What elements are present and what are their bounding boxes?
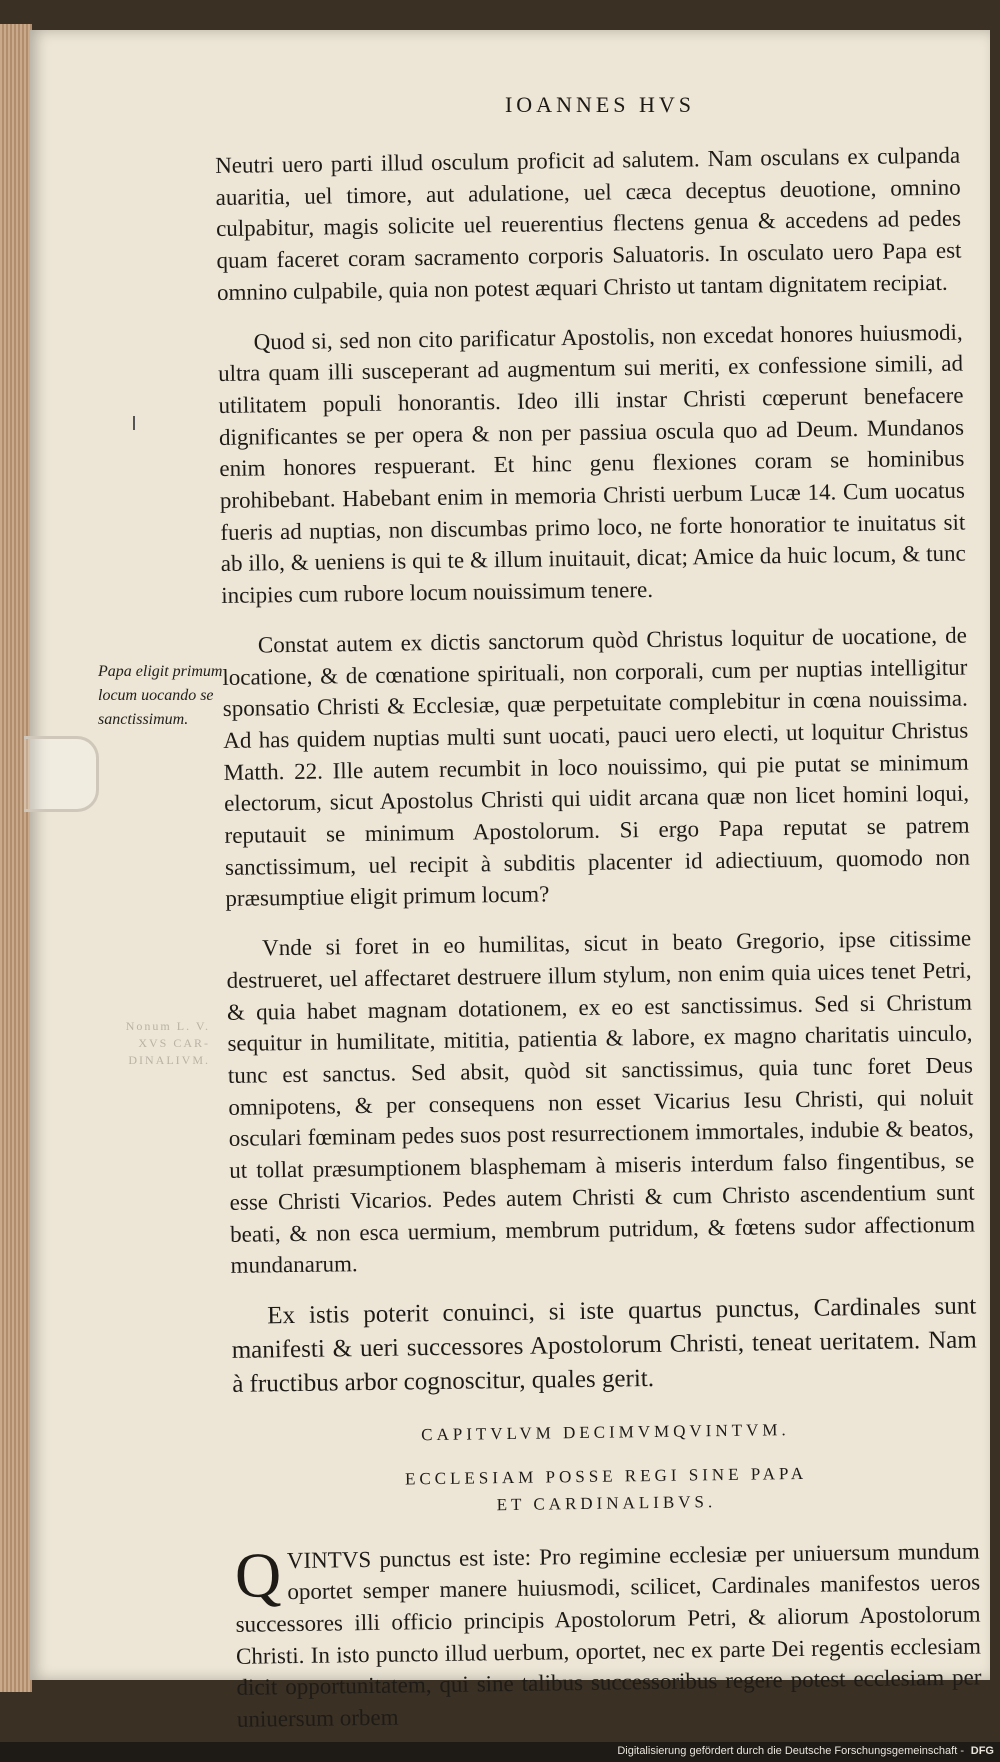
footer-credit: Digitalisierung gefördert durch die Deutsche Forschungsgemeinschaft -: [617, 1745, 964, 1757]
footer-bar: [0, 1742, 1000, 1762]
marginal-note: Papa eligit primum locum uocando se sanctissimum.: [98, 663, 223, 728]
drop-cap: Q: [234, 1538, 282, 1611]
chapter-subtitle: ECCLESIAM POSSE REGI SINE PAPA: [404, 1463, 808, 1489]
paragraph: Constat autem ex dictis sanctorum quòd Christus loquitur de uocatione, de locatione, & de cœnatione spirituali, non corporali, cum per nuptias intelligitur sponsatio Christi & Ecclesiæ, quæ perpetuitate complebitur in cœna nouissima. Ad has quidem nuptias multi sunt uocati, pauci uero electi, ut loquitur Christus Matth. 22. Ille autem recumbit in loco nouissimo, qui pie putat se minimum electorum, sicut Apostolus Christi qui uidit arcana quæ non licet homini loqui, reputauit se minimum Apostolorum. Si ergo Papa reputat se patrem sanctissimum, uel recipit à subditis placenter id adiectiuum, quomodo non præsumptiue eligit primum locum?: [222, 622, 971, 912]
paragraph: Quod si, sed non cito parificatur Apostolis, non excedat honores huiusmodi, ultra quam illi susceperant ad augmentum sui meriti, ex confessione simili, ad utilitatem populi honorantis. Ideo illi instar Christi cœperunt benefacere dignificantes se per opera & non per passiua oscula quo ad Deum. Mundanos enim honores respuerant. Et hinc genu flexiones coram se hominibus prohibebant. Habebant enim in memoria Christi uerbum Lucæ 14. Cum uocatus fueris ad nuptias, non discumbas primo loco, ne forte honoratior te inuitatus sit ab illo, & ueniens is qui te & illum inuitauit, dicat; Amice da huic locum, & tunc incipies cum rubore locum nouissimum tenere.: [217, 319, 966, 609]
book-page-edge: [0, 24, 32, 1692]
running-head: IOANNES HVS: [504, 92, 696, 117]
bleed-through-text: Nonum L. V. XVS CAR- DINALIVM.: [125, 1019, 210, 1067]
paper-clip: [24, 736, 99, 812]
lead-word: VINTVS: [286, 1546, 372, 1573]
final-paragraph: [234, 1535, 982, 1736]
paragraph: Neutri uero parti illud osculum proficit ad salutem. Nam osculans ex culpanda auaritia, uel timore, aut adulatione, uel cæca deceptus deuotione, omnino culpabitur, magis solicite uel reuerentius flectens genua & accedens ad pedes quam faceret coram sacramento corporis Saluatoris. In osculato uero Papa est omnino culpabile, quia non potest æquari Christo ut tantam dignitatem recipiat.: [215, 142, 962, 305]
main-text: [215, 140, 982, 1754]
paragraph-text: punctus est iste: Pro regimine ecclesiæ per uniuersum mundum oportet semper manere huiusmodi, scilicet, Cardinales manifestos ueros successores illi officio principis Apostolorum Petri, & aliorum Apostolorum Christi. In isto puncto illud uerbum, oportet, nec ex parte Dei regentis ecclesiam dicit opportunitatem, qui sine talibus successoribus regere potest ecclesiam per uniuersum orbem: [235, 1538, 982, 1732]
paragraph: Vnde si foret in eo humilitas, sicut in beato Gregorio, ipse citissime destrueret, uel affectaret destruere illum stylum, non enim quia uices tenet Petri, & quia habet magnam dotationem, ex eo est sanctissimus. Sed si Christum sequitur in humilitate, mititia, patientia & labore, ex magno charitatis uinculo, tunc est sanctus. Sed absit, quòd sit sanctissimus, quia tunc foret Deus omnipotens, & per consequens non esset Vicarius Iesu Christi, qui noluit osculari fœminam pedes suos post resurrectionem immortales, indubie & beatos, ut tollat præsumptionem blasphemam à miseris interdum falso fingentibus, se esse Christi Vicarios. Pedes autem Christi & cum Christo ascendentium sunt beati, & non esca uermium, membrum putridum, & fœtens sudor affectionum mundanarum.: [226, 925, 976, 1279]
chapter-subtitle: ET CARDINALIBVS.: [496, 1491, 717, 1514]
dfg-logo: DFG: [970, 1745, 994, 1757]
paragraph: Ex istis poterit conuinci, si iste quartus punctus, Cardinales sunt manifesti & ueri successores Apostolorum Christi, teneat ueritatem. Nam à fructibus arbor cognoscitur, quales gerit.: [231, 1292, 977, 1398]
chapter-heading: CAPITVLVM DECIMVMQVINTVM.: [421, 1420, 790, 1445]
margin-mark: [133, 416, 135, 430]
